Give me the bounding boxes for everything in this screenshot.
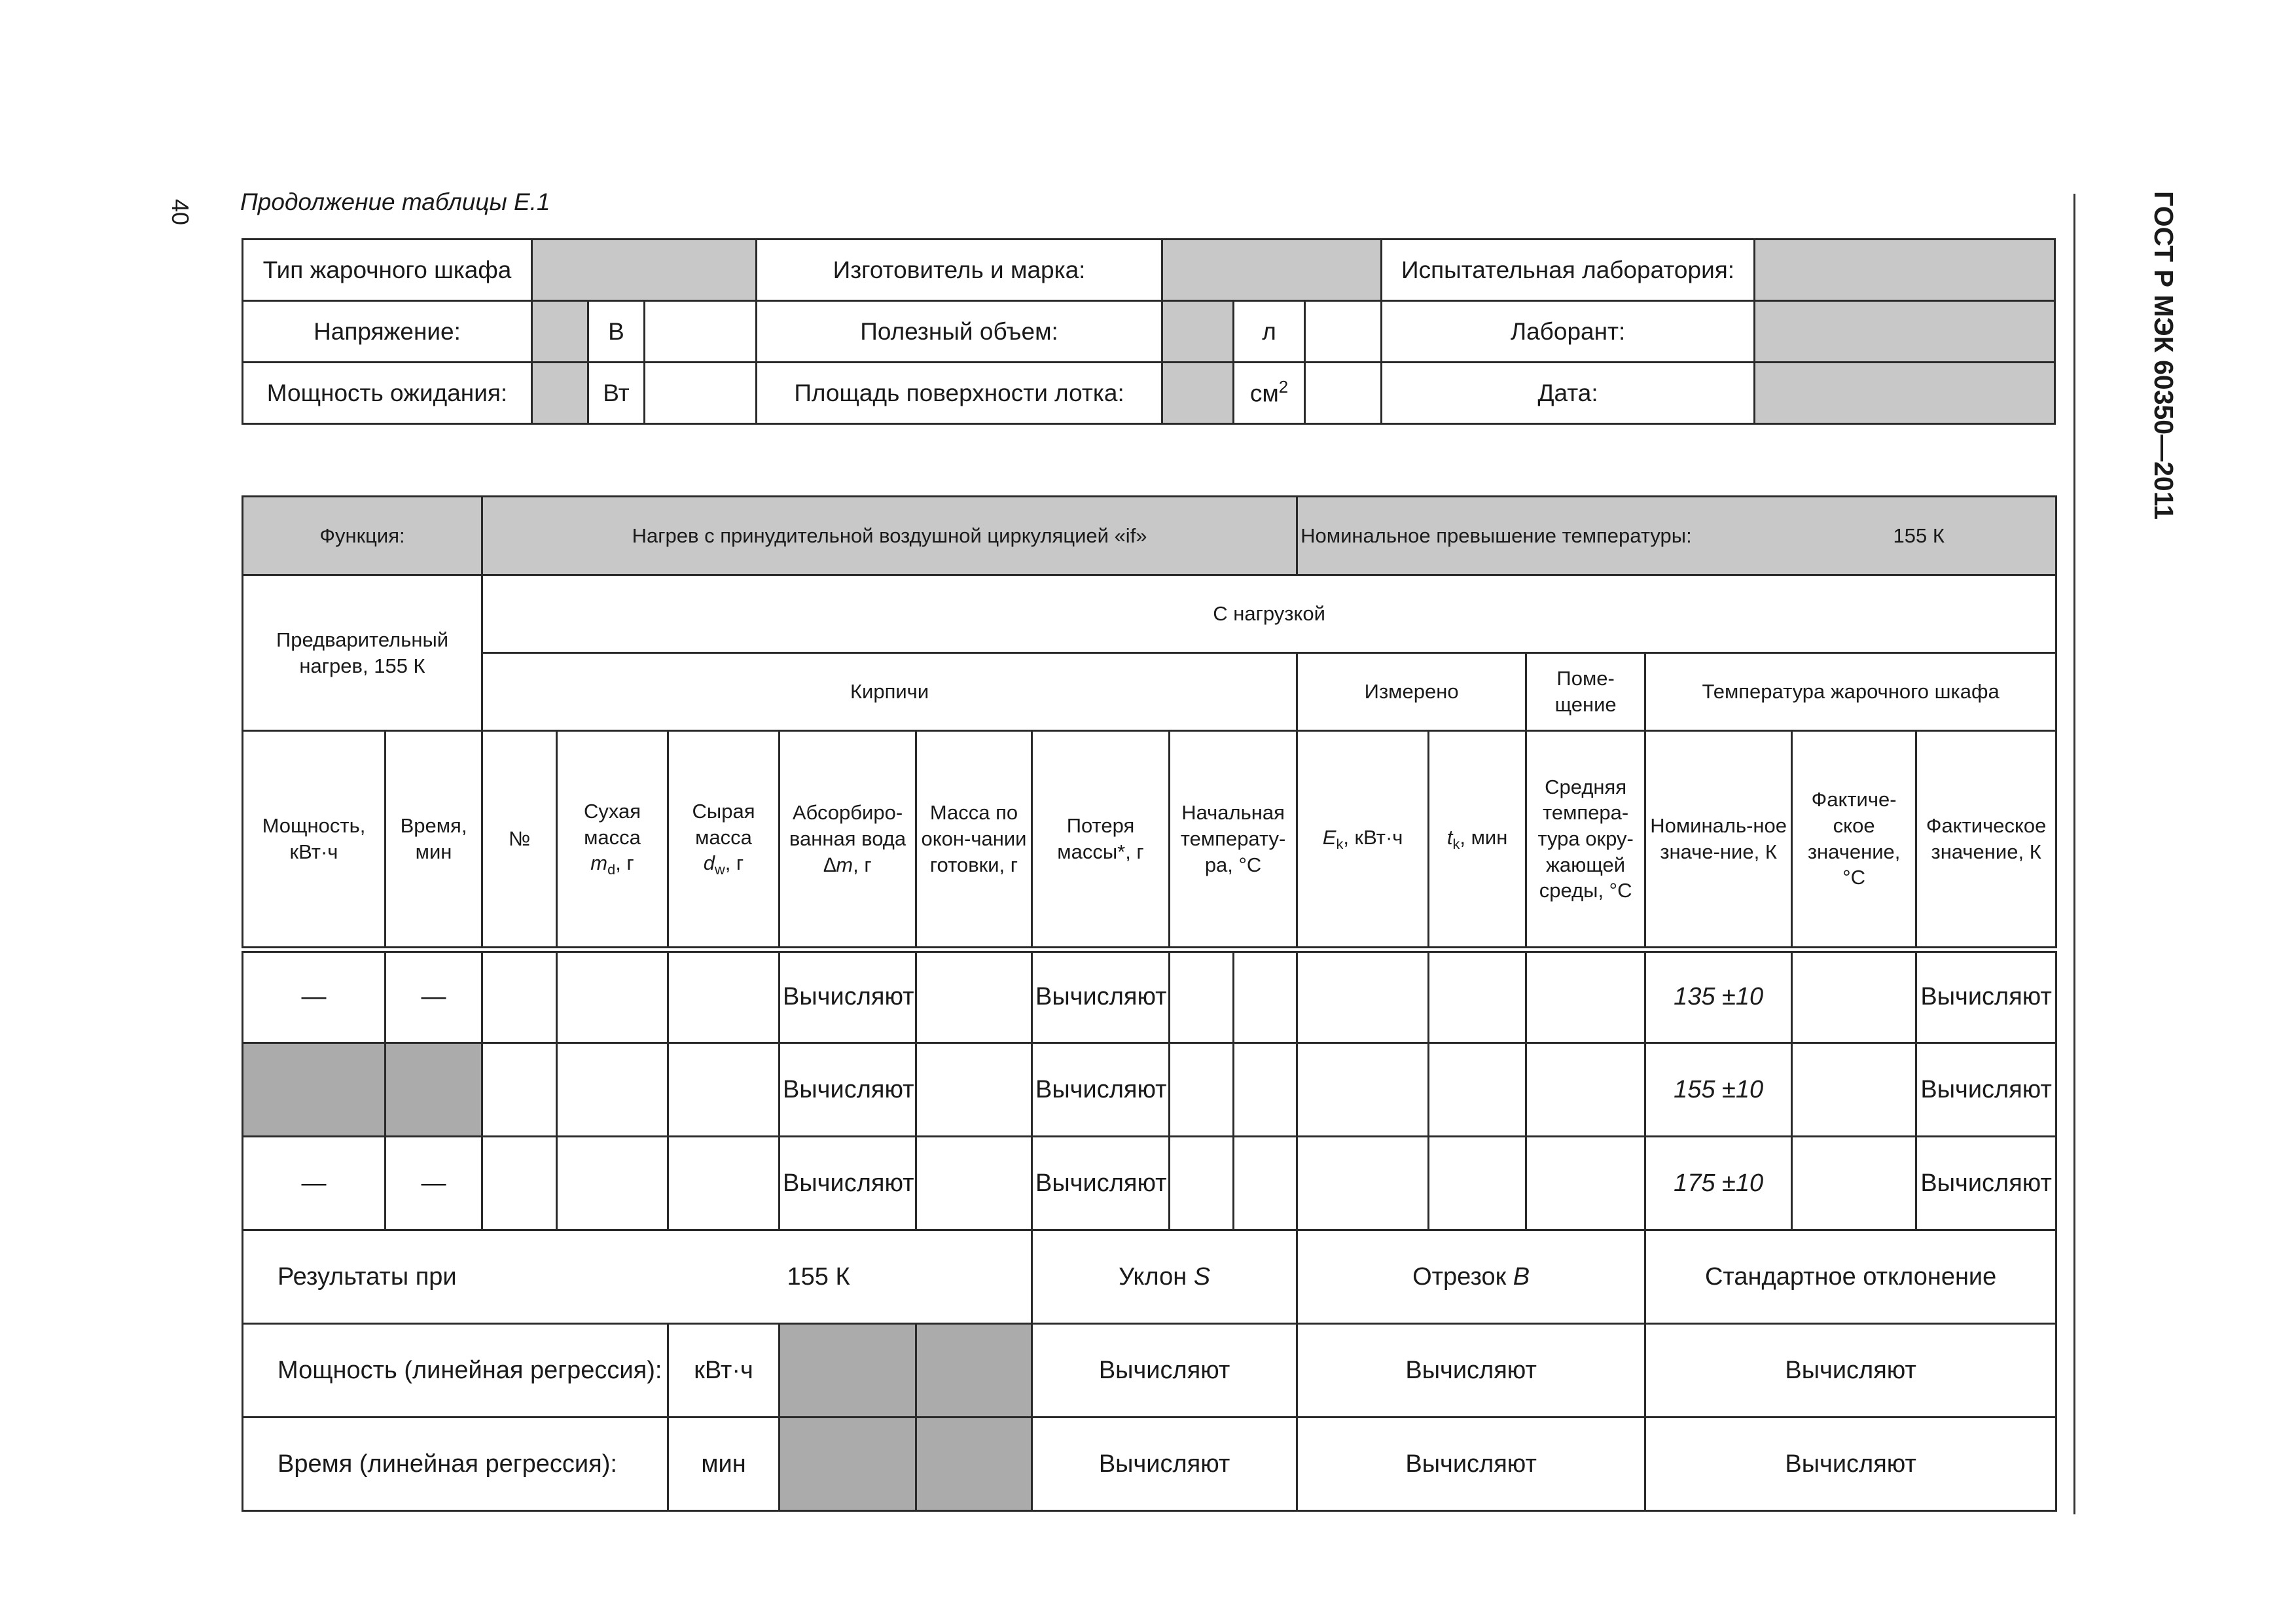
row3-number[interactable] xyxy=(482,1137,557,1230)
row1-wet-mass[interactable] xyxy=(668,950,780,1043)
standard-code: ГОСТ Р МЭК 60350—2011 xyxy=(2149,191,2179,520)
row2-nominal: 155 ±10 xyxy=(1645,1043,1792,1137)
time-slope: Вычисляют xyxy=(1032,1418,1297,1511)
col-time: Время, мин xyxy=(386,731,482,950)
col-end-mass: Масса по окон-чании готовки, г xyxy=(916,731,1032,950)
standby-extra xyxy=(645,363,757,424)
nominal-rise-value: 155 К xyxy=(1893,524,1945,547)
row3-dry-mass[interactable] xyxy=(557,1137,668,1230)
row3-measured-time[interactable] xyxy=(1429,1137,1526,1230)
row1-end-mass[interactable] xyxy=(916,950,1032,1043)
col-measured-time: $t_k$, мин xyxy=(1429,731,1526,950)
row3-end-mass[interactable] xyxy=(916,1137,1032,1230)
col-absorbed-water: Абсорбиро-ванная вода ∆m, г xyxy=(780,731,916,950)
row1-actual-c[interactable] xyxy=(1792,950,1916,1043)
row2-wet-mass[interactable] xyxy=(668,1043,780,1137)
row3-initial-temp-b[interactable] xyxy=(1234,1137,1297,1230)
nominal-rise xyxy=(1297,497,2056,575)
volume-field[interactable] xyxy=(1162,301,1234,363)
row3-time: — xyxy=(386,1137,482,1230)
intercept-header: Отрезок B xyxy=(1297,1230,1645,1324)
tray-area-unit: $см^2$ xyxy=(1234,363,1305,424)
volume-extra xyxy=(1305,301,1382,363)
row1-actual-k: Вычисляют xyxy=(1916,950,2056,1043)
time-intercept: Вычисляют xyxy=(1297,1418,1645,1511)
col-actual-c: Фактиче-ское значение, °С xyxy=(1792,731,1916,950)
technician-label: Лаборант: xyxy=(1382,301,1755,363)
manufacturer-label: Изготовитель и марка: xyxy=(757,240,1162,301)
row2-energy[interactable] xyxy=(1297,1043,1429,1137)
row1-absorbed: Вычисляют xyxy=(780,950,916,1043)
tray-area-field[interactable] xyxy=(1162,363,1234,424)
with-load-header: С нагрузкой xyxy=(482,575,2056,653)
row3-nominal: 175 ±10 xyxy=(1645,1137,1792,1230)
date-label: Дата: xyxy=(1382,363,1755,424)
standby-label: Мощность ожидания: xyxy=(243,363,532,424)
row3-power: — xyxy=(243,1137,386,1230)
technician-field[interactable] xyxy=(1755,301,2055,363)
col-number: № xyxy=(482,731,557,950)
function-value: Нагрев с принудительной воздушной циркуляцией «if» xyxy=(482,497,1297,575)
power-regression-label: Мощность (линейная регрессия): xyxy=(243,1324,668,1418)
row1-initial-temp-a[interactable] xyxy=(1170,950,1234,1043)
margin-rule xyxy=(2073,194,2075,1514)
col-initial-temp: Начальная температу-ра, °С xyxy=(1170,731,1297,950)
row3-ambient[interactable] xyxy=(1526,1137,1645,1230)
row1-mass-loss: Вычисляют xyxy=(1032,950,1170,1043)
col-mass-loss: Потеря массы*, г xyxy=(1032,731,1170,950)
col-nominal: Номиналь-ное значе-ние, К xyxy=(1645,731,1792,950)
row1-nominal: 135 ±10 xyxy=(1645,950,1792,1043)
col-power: Мощность, кВт·ч xyxy=(243,731,386,950)
col-ambient-temp: Средняя темпера-тура окру-жающей среды, °С xyxy=(1526,731,1645,950)
power-regression-unit: кВт·ч xyxy=(668,1324,780,1418)
nominal-rise-label: Номинальное превышение температуры: xyxy=(1300,524,1692,547)
lab-field[interactable] xyxy=(1755,240,2055,301)
time-regression-blank-b xyxy=(916,1418,1032,1511)
measured-header: Измерено xyxy=(1297,653,1526,731)
row3-mass-loss: Вычисляют xyxy=(1032,1137,1170,1230)
row1-time: — xyxy=(386,950,482,1043)
slope-header: Уклон S xyxy=(1032,1230,1297,1324)
col-actual-k: Фактическое значение, К xyxy=(1916,731,2056,950)
power-intercept: Вычисляют xyxy=(1297,1324,1645,1418)
row3-actual-c[interactable] xyxy=(1792,1137,1916,1230)
standby-unit: Вт xyxy=(588,363,645,424)
standby-field[interactable] xyxy=(532,363,588,424)
row1-number[interactable] xyxy=(482,950,557,1043)
row2-absorbed: Вычисляют xyxy=(780,1043,916,1137)
lab-label: Испытательная лаборатория: xyxy=(1382,240,1755,301)
tray-area-label: Площадь поверхности лотка: xyxy=(757,363,1162,424)
oven-type-label: Тип жарочного шкафа xyxy=(243,240,532,301)
manufacturer-field[interactable] xyxy=(1162,240,1382,301)
col-energy: $E_k$, кВт·ч xyxy=(1297,731,1429,950)
row2-actual-c[interactable] xyxy=(1792,1043,1916,1137)
stddev-header: Стандартное отклонение xyxy=(1645,1230,2056,1324)
tray-area-extra xyxy=(1305,363,1382,424)
voltage-label: Напряжение: xyxy=(243,301,532,363)
row2-actual-k: Вычисляют xyxy=(1916,1043,2056,1137)
room-header: Поме-щение xyxy=(1526,653,1645,731)
time-regression-unit: мин xyxy=(668,1418,780,1511)
row2-number[interactable] xyxy=(482,1043,557,1137)
row2-ambient[interactable] xyxy=(1526,1043,1645,1137)
measurement-table xyxy=(242,495,2057,1512)
row2-measured-time[interactable] xyxy=(1429,1043,1526,1137)
time-regression-label: Время (линейная регрессия): xyxy=(243,1418,668,1511)
row3-initial-temp-a[interactable] xyxy=(1170,1137,1234,1230)
page-number: 40 xyxy=(167,199,194,226)
results-header xyxy=(243,1230,1032,1324)
voltage-extra xyxy=(645,301,757,363)
results-value: 155 К xyxy=(787,1262,850,1291)
row2-mass-loss: Вычисляют xyxy=(1032,1043,1170,1137)
row2-time xyxy=(386,1043,482,1137)
power-stddev: Вычисляют xyxy=(1645,1324,2056,1418)
row2-dry-mass[interactable] xyxy=(557,1043,668,1137)
row3-absorbed: Вычисляют xyxy=(780,1137,916,1230)
row1-measured-time[interactable] xyxy=(1429,950,1526,1043)
row2-end-mass[interactable] xyxy=(916,1043,1032,1137)
row2-initial-temp-a[interactable] xyxy=(1170,1043,1234,1137)
row1-initial-temp-b[interactable] xyxy=(1234,950,1297,1043)
row1-power: — xyxy=(243,950,386,1043)
col-dry-mass: Сухая масса $m_d$, г xyxy=(557,731,668,950)
voltage-unit: В xyxy=(588,301,645,363)
row1-ambient[interactable] xyxy=(1526,950,1645,1043)
function-label: Функция: xyxy=(243,497,482,575)
oven-temp-header: Температура жарочного шкафа xyxy=(1645,653,2056,731)
power-regression-blank-a xyxy=(780,1324,916,1418)
voltage-field[interactable] xyxy=(532,301,588,363)
info-table xyxy=(242,238,2056,425)
power-regression-blank-b xyxy=(916,1324,1032,1418)
date-field[interactable] xyxy=(1755,363,2055,424)
volume-label: Полезный объем: xyxy=(757,301,1162,363)
row2-power xyxy=(243,1043,386,1137)
row3-energy[interactable] xyxy=(1297,1137,1429,1230)
volume-unit: л xyxy=(1234,301,1305,363)
bricks-header: Кирпичи xyxy=(482,653,1297,731)
row3-wet-mass[interactable] xyxy=(668,1137,780,1230)
time-stddev: Вычисляют xyxy=(1645,1418,2056,1511)
row1-energy[interactable] xyxy=(1297,950,1429,1043)
col-wet-mass: Сырая масса $d_w$, г xyxy=(668,731,780,950)
oven-type-field[interactable] xyxy=(532,240,757,301)
time-regression-blank-a xyxy=(780,1418,916,1511)
table-caption: Продолжение таблицы E.1 xyxy=(240,188,550,215)
row3-actual-k: Вычисляют xyxy=(1916,1137,2056,1230)
power-slope: Вычисляют xyxy=(1032,1324,1297,1418)
results-label: Результаты при xyxy=(278,1262,457,1291)
row2-initial-temp-b[interactable] xyxy=(1234,1043,1297,1137)
row1-dry-mass[interactable] xyxy=(557,950,668,1043)
preheat-header: Предварительный нагрев, 155 К xyxy=(243,575,482,731)
